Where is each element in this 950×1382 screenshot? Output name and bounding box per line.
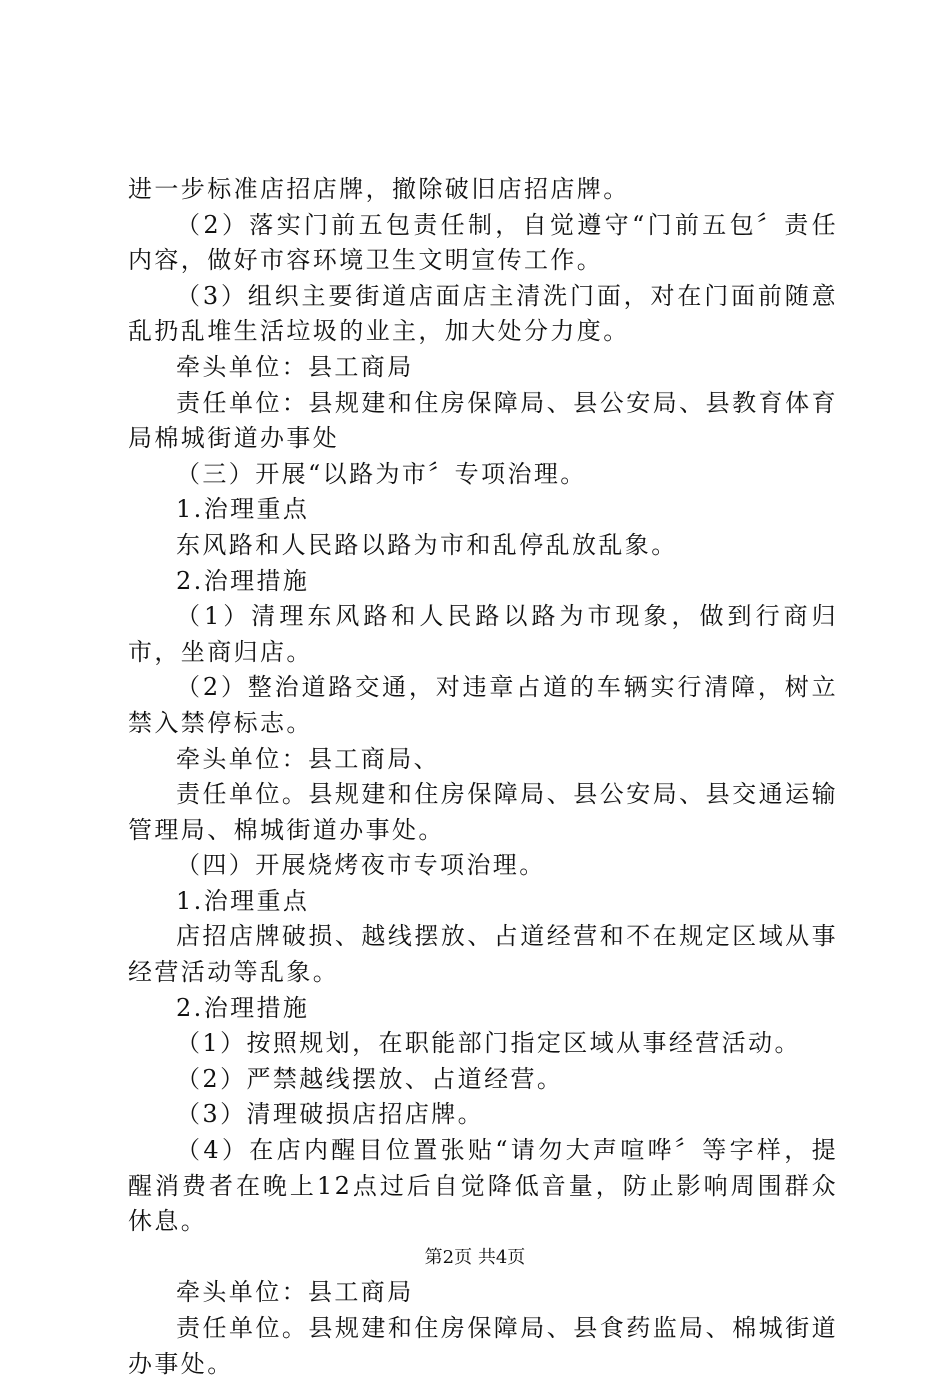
page-footer	[0, 1243, 950, 1269]
document-body	[128, 172, 838, 1382]
paragraph: （3）组织主要街道店面店主清洗门面，对在门面前随意乱扔乱堆生活垃圾的业主，加大处分力度。	[128, 281, 838, 346]
lead-unit-line: 牵头单位：县工商局、	[176, 744, 440, 773]
paragraph: （2）严禁越线摆放、占道经营。	[176, 1064, 564, 1093]
lead-unit-line: 牵头单位：县工商局	[176, 352, 414, 381]
page-number: 第2页 共4页	[424, 1247, 526, 1268]
paragraph: （2）落实门前五包责任制，自觉遵守“门前五包〞责任内容，做好市容环境卫生文明宣传工作。	[128, 210, 838, 275]
paragraph: （3）清理破损店招店牌。	[176, 1100, 485, 1129]
lead-unit-line: 牵头单位：县工商局	[176, 1278, 414, 1307]
paragraph: （1）清理东风路和人民路以路为市现象，做到行商归市，坐商归店。	[128, 602, 838, 666]
paragraph: 东风路和人民路以路为市和乱停乱放乱象。	[176, 530, 678, 559]
responsible-unit-line: 责任单位：县规建和住房保障局、县公安局、县教育体育局棉城街道办事处	[128, 388, 838, 453]
paragraph: （4）在店内醒目位置张贴“请勿大声喧哗〞等字样，提醒消费者在晚上12点过后自觉降低音量，防止影响周围群众休息。	[128, 1136, 838, 1236]
responsible-unit-line: 责任单位。县规建和住房保障局、县食药监局、棉城街道办事处。	[128, 1314, 838, 1378]
section-heading: （三）开展“以路为市〞专项治理。	[176, 459, 587, 488]
section-heading: （四）开展烧烤夜市专项治理。	[176, 851, 546, 880]
subheading: 2.治理措施	[176, 566, 310, 595]
paragraph: 店招店牌破损、越线摆放、占道经营和不在规定区域从事经营活动等乱象。	[128, 922, 838, 987]
subheading: 2.治理措施	[176, 993, 310, 1022]
subheading: 1.治理重点	[176, 886, 310, 915]
responsible-unit-line: 责任单位。县规建和住房保障局、县公安局、县交通运输管理局、棉城街道办事处。	[128, 780, 838, 844]
paragraph: 进一步标准店招店牌，撤除破旧店招店牌。	[128, 175, 630, 203]
paragraph: （1）按照规划，在职能部门指定区域从事经营活动。	[176, 1029, 801, 1058]
paragraph: （2）整治道路交通，对违章占道的车辆实行清障，树立禁入禁停标志。	[128, 673, 838, 737]
subheading: 1.治理重点	[176, 495, 310, 524]
